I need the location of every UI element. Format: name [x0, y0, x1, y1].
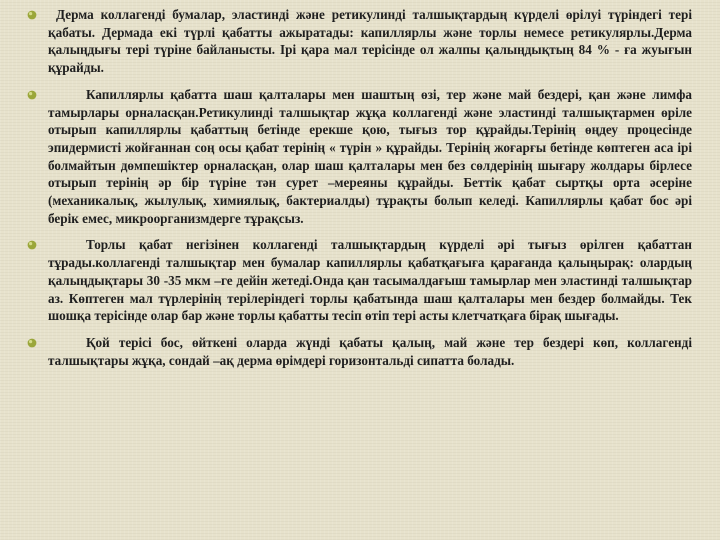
bullet-text: Дерма коллагенді бумалар, эластинді және ретикулинді талшықтардың күрделі өрілуі түріндегі тері қабаты. Дермада екі түрлі қабатты ажыратады: капиллярлы және торлы немесе ретикулярлы.Дерма қалыңдығы тері түріне байланысты. Ірі қара мал терісінде ол жалпы қалыңдықтың 84 % - ға жуығын құрайды. — [48, 7, 692, 76]
bullet-text: Қой терісі бос, өйткені оларда жүнді қабаты қалың, май және тер бездері көп, коллагенді талшықтары жұқа, сондай –ақ дерма өрімдері горизонтальді сипатта болады. — [48, 334, 692, 368]
bullet-icon — [27, 90, 37, 100]
bullet-item-reticular-layer — [48, 236, 692, 325]
bullet-item-capillary-layer — [48, 86, 692, 228]
bullet-item-sheepskin — [48, 334, 692, 369]
bullet-icon — [27, 240, 37, 250]
bullet-icon — [27, 338, 37, 348]
bullet-list — [48, 6, 692, 369]
bullet-item-dermis — [48, 6, 692, 77]
bullet-text: Торлы қабат негізінен коллагенді талшықтардың күрделі әрі тығыз өрілген қабаттан тұрады.коллагенді талшықтар мен бумалар капиллярлы қабатқағыға қарағанда қалыңырақ: олардың қалыңдықтары 30 -35 мкм –ге дейін жетеді.Онда қан тасымалдағыш тамырлар мен эластинді талшықтар аз. Көптеген мал түрлерінің терілеріндегі торлы қабатында шаш қалталары мен бездер болмайды. Тек шошқа терісінде олар бар және торлы қабатты тесіп өтіп тері асты клетчатқаға бірақ шығады. — [48, 237, 692, 324]
bullet-text: Капиллярлы қабатта шаш қалталары мен шаштың өзі, тер және май бездері, қан және лимфа тамырлары орналасқан.Ретикулинді талшықтар жұқа коллагенді және эластинді талшықтармен өріле отырып капиллярлы қабаттың бетінде ерекше қою, тығыз тор құрайды.Терінің өңдеу процесінде эпидермисті жойғаннан соң осы қабат терінің « түрін » құрайды. Терінің жоғарғы бетінде көптеген аса ірі болмайтын дөмпешіктер орналасқан, олар шаш қалталары мен без сөлдерінің шығару жолдары бірлесе отырып терінің әр бір түріне тән сурет –мереяны құрайды. Беттік қабат сыртқы орта әсеріне (механикалық, жылулық, химиялық, бактериалды) тұрақты болып келеді. Капиллярлы қабат бос әрі берік емес, микроорганизмдерге тұрақсыз. — [48, 86, 692, 226]
bullet-icon — [27, 10, 37, 20]
